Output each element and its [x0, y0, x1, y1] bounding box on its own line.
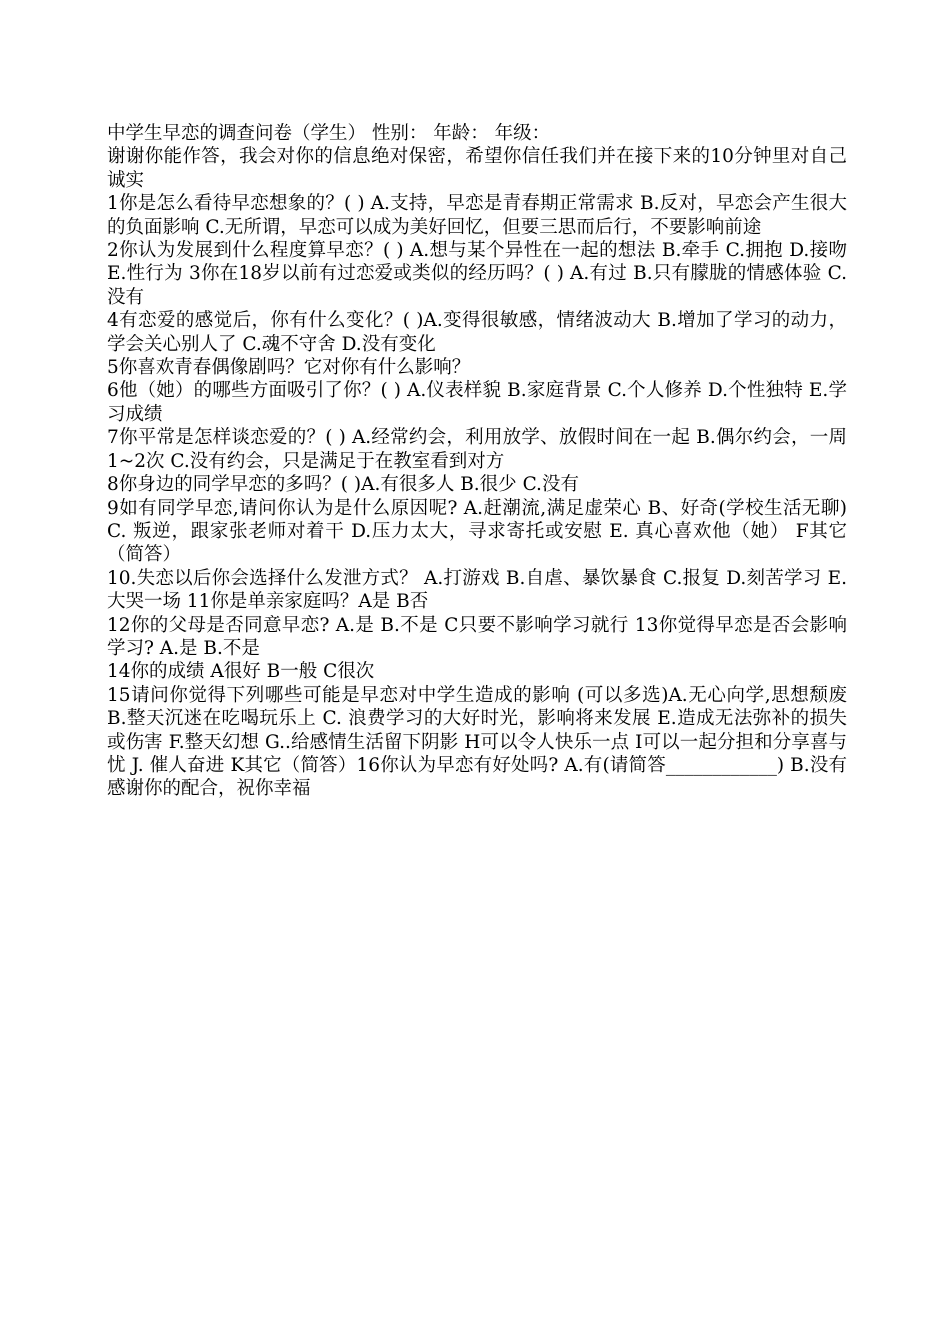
question-9: 9如有同学早恋,请问你认为是什么原因呢? A.赶潮流,满足虚荣心 B、好奇(学校生活无聊) C. 叛逆，跟家张老师对着干 D.压力太大，寻求寄托或安慰 E. 真心喜欢他（她） F其它（简答） [107, 497, 847, 566]
question-1: 1你是怎么看待早恋想象的？( ) A.支持，早恋是青春期正常需求 B.反对，早恋会产生很大的负面影响 C.无所谓，早恋可以成为美好回忆，但要三思而后行，不要影响前途 [107, 193, 847, 238]
question-4: 4有恋爱的感觉后，你有什么变化？( )A.变得很敏感，情绪波动大 B.增加了学习的动力，学会关心别人了 C.魂不守舍 D.没有变化 [107, 310, 847, 355]
document-body [107, 122, 847, 801]
question-8: 8你身边的同学早恋的多吗？( )A.有很多人 B.很少 C.没有 [107, 474, 579, 496]
question-5: 5你喜欢青春偶像剧吗？它对你有什么影响？ [107, 357, 471, 379]
question-15-16: 15请问你觉得下列哪些可能是早恋对中学生造成的影响 (可以多选)A.无心向学,思想颓废 B.整天沉迷在吃喝玩乐上 C. 浪费学习的大好时光，影响将来发展 E.造成无法弥补的损失或伤害 F.整天幻想 G..给感情生活留下阴影 H可以令人快乐一点 I可以一起分担和分享喜与忧 J. 催人奋进 K其它（简答）16你认为早恋有好处吗? A.有(请简答____________) B.没有 感谢你的配合，祝你幸福 [107, 684, 847, 800]
question-7: 7你平常是怎样谈恋爱的？( ) A.经常约会，利用放学、放假时间在一起 B.偶尔约会，一周1~2次 C.没有约会，只是满足于在教室看到对方 [107, 427, 847, 472]
survey-intro: 谢谢你能作答，我会对你的信息绝对保密，希望你信任我们并在接下来的10分钟里对自己诚实 [107, 146, 847, 191]
question-2-3: 2你认为发展到什么程度算早恋？( ) A.想与某个异性在一起的想法 B.牵手 C.拥抱 D.接吻 E.性行为 3你在18岁以前有过恋爱或类似的经历吗？( ) A.有过 B.只有朦胧的情感体验 C.没有 [107, 240, 847, 308]
question-14: 14你的成绩 A很好 B一般 C很次 [107, 661, 375, 683]
survey-title: 中学生早恋的调查问卷（学生） 性别： 年龄： 年级： [107, 123, 551, 144]
question-10-11: 10.失恋以后你会选择什么发泄方式？ A.打游戏 B.自虐、暴饮暴食 C.报复 D.刻苦学习 E.大哭一场 11你是单亲家庭吗？A是 B否 [107, 567, 847, 613]
question-6: 6他（她）的哪些方面吸引了你？( ) A.仪表样貌 B.家庭背景 C.个人修养 D.个性独特 E.学习成绩 [107, 380, 847, 425]
question-12-13: 12你的父母是否同意早恋? A.是 B.不是 C只要不影响学习就行 13你觉得早恋是否会影响学习? A.是 B.不是 [107, 614, 847, 659]
